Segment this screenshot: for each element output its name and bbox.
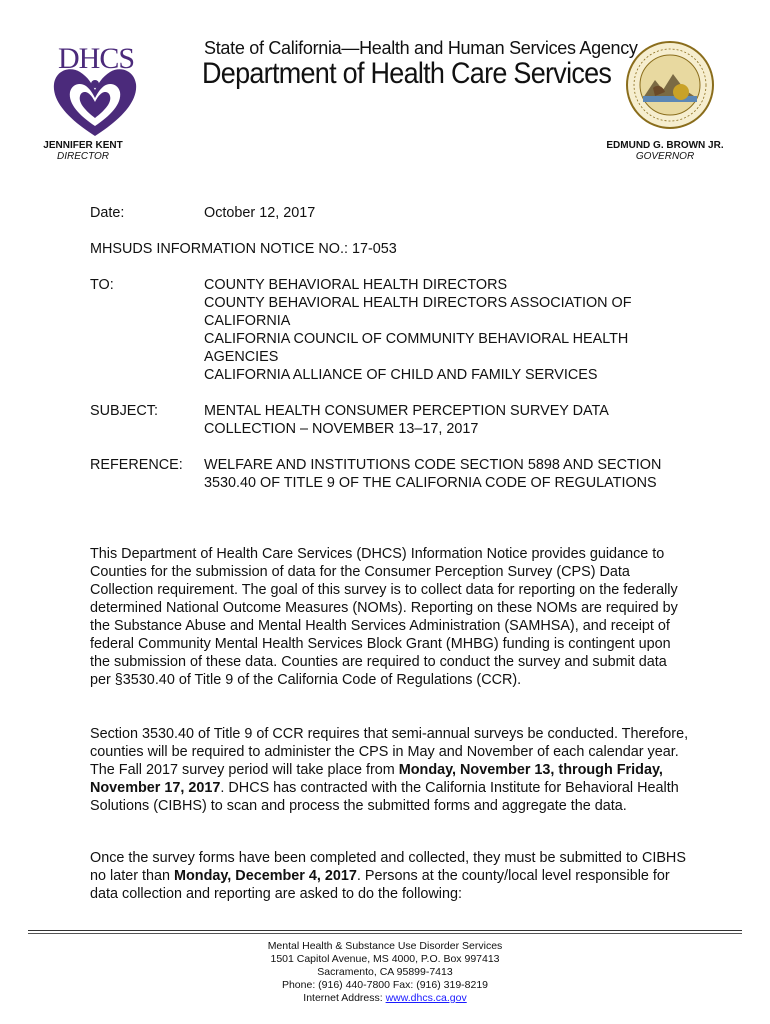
date-value: October 12, 2017 (204, 205, 316, 221)
director-title: DIRECTOR (56, 151, 110, 162)
footer-phone-fax: Phone: (916) 440-7800 Fax: (916) 319-8219 (281, 979, 489, 991)
agency-name: State of California—Health and Human Services Agency (204, 38, 638, 58)
dhcs-logo (50, 40, 140, 140)
director-block (28, 140, 138, 162)
subject-value: MENTAL HEALTH CONSUMER PERCEPTION SURVEY DATA COLLECTION – NOVEMBER 13–17, 2017 (204, 403, 609, 437)
footer-divider-thin (28, 933, 742, 934)
state-seal (625, 40, 715, 130)
recipient-line: COUNTY BEHAVIORAL HEALTH DIRECTORS ASSOCIATION OF CALIFORNIA (204, 295, 632, 329)
website-link[interactable]: www.dhcs.ca.gov (385, 992, 467, 1004)
recipient-line: CALIFORNIA ALLIANCE OF CHILD AND FAMILY SERVICES (204, 367, 598, 383)
governor-block (600, 140, 730, 162)
date-label: Date: (90, 205, 125, 221)
paragraph-submission (90, 849, 690, 903)
california-seal-icon (625, 40, 715, 130)
submission-text-b: . Persons at the county/local level responsible for data collection and reporting are asked to do the following: (90, 868, 670, 902)
survey-period-dates: Monday, November 13, through Friday, November 17, 2017 (90, 762, 663, 796)
reference-label: REFERENCE: (90, 457, 183, 473)
to-label: TO: (90, 277, 114, 293)
footer-division: Mental Health & Substance Use Disorder Services (267, 940, 503, 952)
reference-value: WELFARE AND INSTITUTIONS CODE SECTION 5898 AND SECTION 3530.40 OF TITLE 9 OF THE CALIFORNIA CODE OF REGULATIONS (204, 457, 662, 491)
heart-hands-icon (50, 40, 140, 140)
footer-address (0, 940, 770, 1005)
to-recipients (204, 276, 674, 384)
paragraph-intro: This Department of Health Care Services (DHCS) Information Notice provides guidance to Counties for the submission of data for the Consumer Perception Survey (CPS) Data Collection requirement. The goal of this survey is to collect data for reporting on the federally determined National Outcome Measures (NOMs). Reporting on these NOMs are required by the Substance Abuse and Mental Health Services Administration (SAMHSA), and receipt of federal Community Mental Health Services Block Grant (MHBG) funding is contingent upon the submission of these data. Counties are required to conduct the survey and submit data per §3530.40 of Title 9 of the California Code of Regulations (CCR). (90, 546, 678, 688)
footer-internet (0, 992, 770, 1005)
notice-number: MHSUDS INFORMATION NOTICE NO.: 17-053 (90, 241, 397, 257)
submission-deadline: Monday, December 4, 2017 (174, 868, 357, 884)
survey-period-text-a: Section 3530.40 of Title 9 of CCR requires that semi-annual surveys be conducted. Therefore, counties will be required to administer the CPS in May and November of each calendar year. The Fall 2017 survey period will take place from (90, 726, 689, 778)
recipient-line: COUNTY BEHAVIORAL HEALTH DIRECTORS (204, 277, 508, 293)
footer-street: 1501 Capitol Avenue, MS 4000, P.O. Box 997413 (270, 953, 500, 965)
governor-name: EDMUND G. BROWN JR. (606, 140, 724, 151)
subject-label: SUBJECT: (90, 403, 158, 419)
footer-divider (28, 930, 742, 931)
dhcs-logo-text: DHCS (58, 42, 135, 75)
director-name: JENNIFER KENT (43, 140, 123, 151)
footer-city: Sacramento, CA 95899-7413 (317, 966, 453, 978)
paragraph-survey-period (90, 725, 690, 815)
governor-title: GOVERNOR (635, 151, 695, 162)
department-title: Department of Health Care Services (202, 57, 612, 90)
recipient-line: CALIFORNIA COUNCIL OF COMMUNITY BEHAVIORAL HEALTH AGENCIES (204, 331, 629, 365)
submission-text-a: Once the survey forms have been completed and collected, they must be submitted to CIBHS no later than (90, 850, 686, 884)
footer-internet-label: Internet Address: (303, 992, 386, 1004)
survey-period-text-b: . DHCS has contracted with the California Institute for Behavioral Health Solutions (CIBHS) to scan and process the submitted forms and aggregate the data. (90, 780, 679, 814)
